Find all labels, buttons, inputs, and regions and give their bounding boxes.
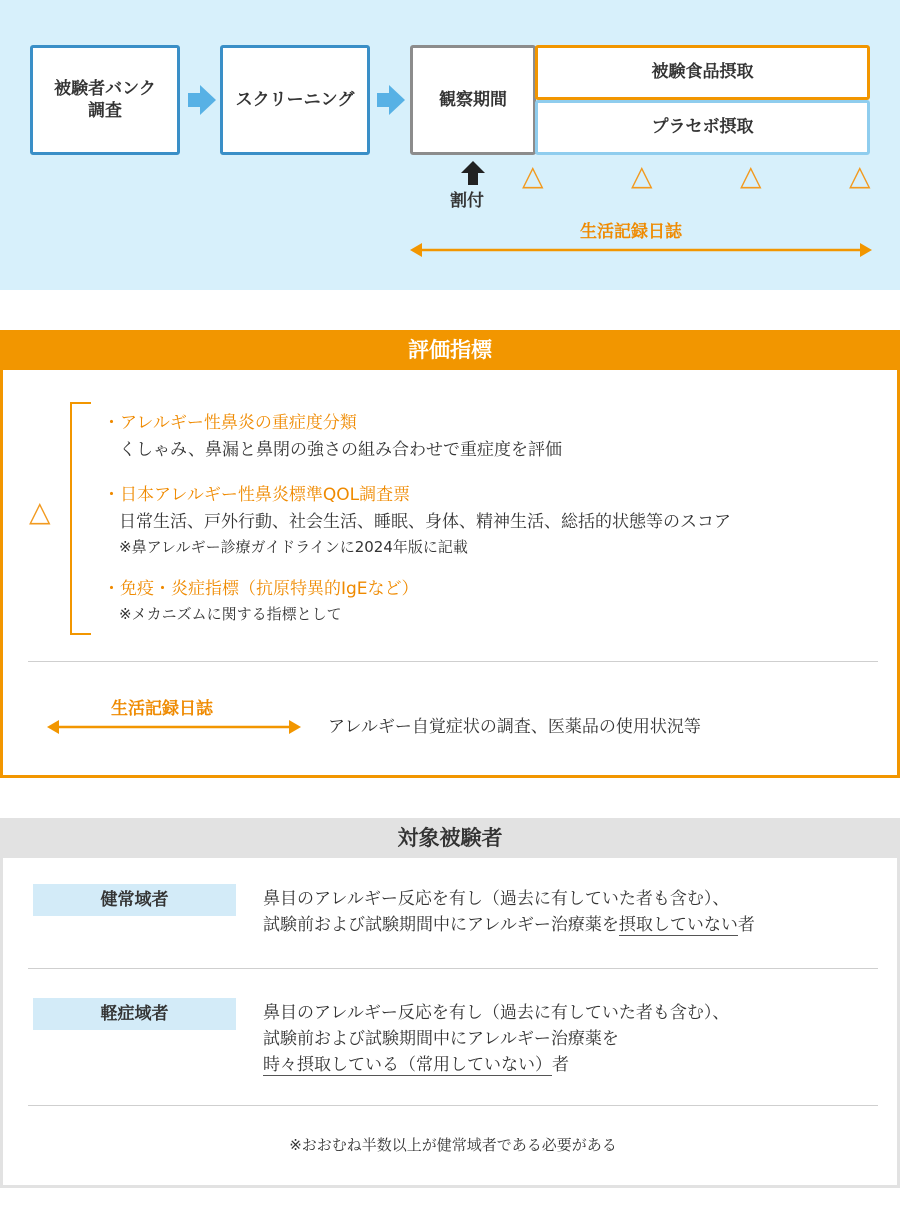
- step-observation: 観察期間: [410, 45, 536, 155]
- evaluation-header: 評価指標: [0, 330, 900, 370]
- indicator-desc: くしゃみ、鼻漏と鼻閉の強さの組み合わせで重症度を評価: [119, 440, 563, 460]
- subjects-note: ※おおむね半数以上が健常域者である必要がある: [289, 1136, 617, 1154]
- subjects-panel: [0, 858, 900, 1188]
- group-criteria-healthy: [263, 886, 755, 938]
- arrow-up-icon: [460, 160, 486, 186]
- criteria-text: 試験前および試験期間中にアレルギー治療薬を: [263, 915, 619, 935]
- criteria-text: 者: [552, 1055, 569, 1075]
- criteria-underlined: 時々摂取している（常用していない）: [263, 1055, 552, 1075]
- step-subject-bank: 被験者バンク 調査: [30, 45, 180, 155]
- subjects-header: 対象被験者: [0, 818, 900, 858]
- triangle-icon: △: [849, 159, 871, 192]
- triangle-icon: △: [522, 159, 544, 192]
- evaluation-panel: [0, 370, 900, 778]
- group-test-food: 被験食品摂取: [535, 45, 870, 100]
- indicator-desc: 日常生活、戸外行動、社会生活、睡眠、身体、精神生活、総括的状態等のスコア: [119, 512, 731, 532]
- diary-label: 生活記録日誌: [580, 222, 682, 242]
- criteria-line: 鼻目のアレルギー反応を有し（過去に有していた者も含む）、: [263, 889, 730, 909]
- diary-description: アレルギー自覚症状の調査、医薬品の使用状況等: [328, 717, 701, 737]
- criteria-line: [263, 912, 755, 938]
- criteria-line: 鼻目のアレルギー反応を有し（過去に有していた者も含む）、: [263, 1003, 730, 1023]
- double-arrow-icon: [410, 240, 872, 260]
- group-label-mild: 軽症域者: [33, 998, 236, 1030]
- group-label-healthy: 健常域者: [33, 884, 236, 916]
- triangle-icon: △: [29, 495, 51, 528]
- arrow-right-icon: [186, 83, 218, 117]
- step-screening: スクリーニング: [220, 45, 370, 155]
- bracket-icon: [69, 402, 93, 636]
- divider: [28, 1105, 878, 1106]
- group-placebo: プラセボ摂取: [535, 100, 870, 155]
- indicator-title: ・アレルギー性鼻炎の重症度分類: [103, 413, 357, 433]
- criteria-underlined: 摂取していない: [618, 915, 738, 935]
- double-arrow-icon: [47, 717, 301, 737]
- triangle-icon: △: [740, 159, 762, 192]
- arrow-right-icon: [375, 83, 407, 117]
- indicator-note: ※メカニズムに関する指標として: [119, 605, 342, 623]
- divider: [28, 661, 878, 662]
- diary-label: 生活記録日誌: [111, 699, 213, 719]
- indicator-note: ※鼻アレルギー診療ガイドラインに2024年版に記載: [119, 538, 468, 556]
- allocation-label: 割付: [450, 191, 484, 211]
- indicator-title: ・免疫・炎症指標（抗原特異的IgEなど）: [103, 579, 419, 599]
- indicator-title: ・日本アレルギー性鼻炎標準QOL調査票: [103, 485, 411, 505]
- criteria-line: 試験前および試験期間中にアレルギー治療薬を: [263, 1029, 619, 1049]
- group-criteria-mild: [263, 1000, 729, 1078]
- study-flow-panel: [0, 0, 900, 290]
- divider: [28, 968, 878, 969]
- triangle-icon: △: [631, 159, 653, 192]
- criteria-line: [263, 1052, 729, 1078]
- criteria-text: 者: [737, 915, 755, 935]
